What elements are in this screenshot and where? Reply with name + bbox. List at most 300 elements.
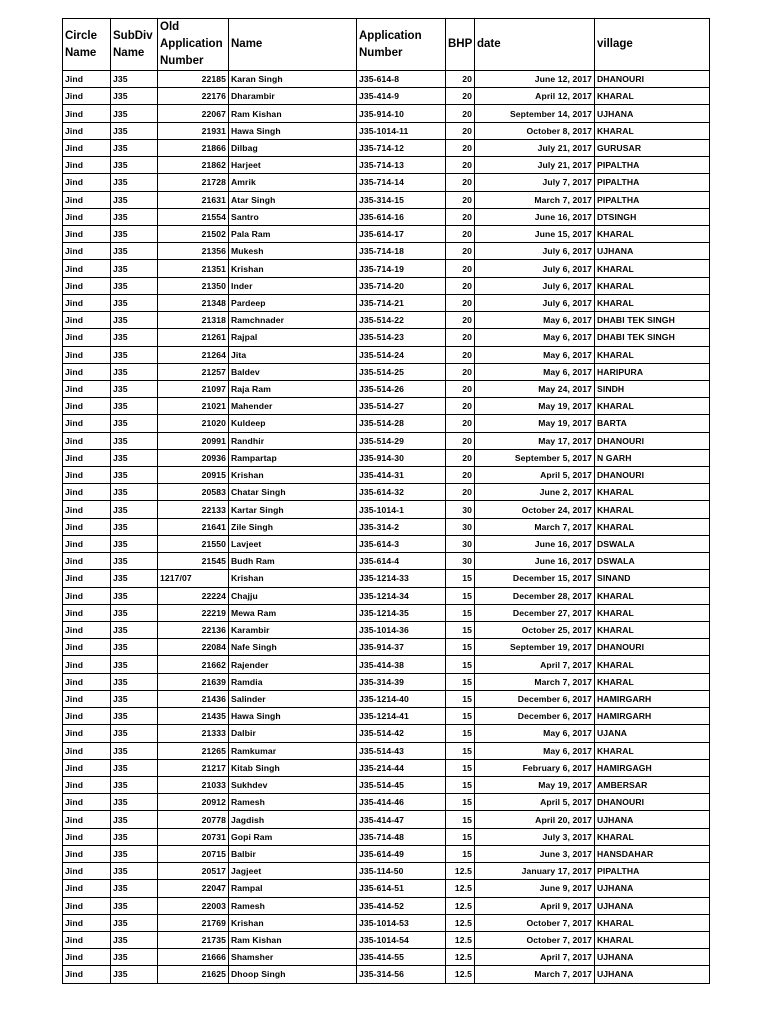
cell-name: Krishan	[229, 260, 357, 277]
cell-date: July 6, 2017	[475, 243, 595, 260]
cell-village: DHANOURI	[595, 432, 710, 449]
table-row	[63, 501, 710, 518]
cell-subdiv-name: J35	[111, 776, 158, 793]
cell-application-number: J35-514-43	[357, 742, 446, 759]
cell-subdiv-name: J35	[111, 415, 158, 432]
cell-old-application-number: 21931	[158, 122, 229, 139]
cell-subdiv-name: J35	[111, 966, 158, 983]
cell-bhp: 20	[446, 312, 475, 329]
table-row	[63, 742, 710, 759]
header-line: Name	[65, 46, 97, 59]
cell-subdiv-name: J35	[111, 828, 158, 845]
cell-circle-name: Jind	[63, 484, 111, 501]
cell-subdiv-name: J35	[111, 587, 158, 604]
cell-village: HARIPURA	[595, 363, 710, 380]
cell-old-application-number: 21436	[158, 690, 229, 707]
cell-subdiv-name: J35	[111, 725, 158, 742]
cell-old-application-number: 21866	[158, 139, 229, 156]
cell-village: KHARAL	[595, 828, 710, 845]
cell-village: UJHANA	[595, 880, 710, 897]
cell-circle-name: Jind	[63, 673, 111, 690]
table-row	[63, 105, 710, 122]
header-village	[595, 19, 710, 71]
cell-village: HANSDAHAR	[595, 845, 710, 862]
cell-old-application-number: 21265	[158, 742, 229, 759]
cell-circle-name: Jind	[63, 294, 111, 311]
cell-bhp: 15	[446, 794, 475, 811]
cell-application-number: J35-914-30	[357, 449, 446, 466]
cell-name: Hawa Singh	[229, 122, 357, 139]
cell-old-application-number: 21318	[158, 312, 229, 329]
cell-application-number: J35-314-56	[357, 966, 446, 983]
cell-old-application-number: 21666	[158, 949, 229, 966]
cell-village: SINAND	[595, 570, 710, 587]
cell-circle-name: Jind	[63, 467, 111, 484]
cell-date: September 14, 2017	[475, 105, 595, 122]
cell-bhp: 15	[446, 845, 475, 862]
cell-old-application-number: 20912	[158, 794, 229, 811]
cell-application-number: J35-514-26	[357, 380, 446, 397]
cell-name: Jita	[229, 346, 357, 363]
cell-circle-name: Jind	[63, 535, 111, 552]
cell-old-application-number: 22047	[158, 880, 229, 897]
cell-subdiv-name: J35	[111, 294, 158, 311]
cell-circle-name: Jind	[63, 656, 111, 673]
cell-application-number: J35-614-49	[357, 845, 446, 862]
cell-subdiv-name: J35	[111, 931, 158, 948]
cell-old-application-number: 22136	[158, 622, 229, 639]
cell-name: Dhoop Singh	[229, 966, 357, 983]
table-row	[63, 157, 710, 174]
cell-date: December 6, 2017	[475, 690, 595, 707]
cell-village: DTSINGH	[595, 208, 710, 225]
cell-name: Krishan	[229, 914, 357, 931]
cell-old-application-number: 22185	[158, 71, 229, 88]
cell-old-application-number: 21097	[158, 380, 229, 397]
table-row	[63, 828, 710, 845]
header-line: Circle	[65, 29, 97, 42]
cell-application-number: J35-514-25	[357, 363, 446, 380]
cell-name: Nafe Singh	[229, 639, 357, 656]
cell-date: July 21, 2017	[475, 157, 595, 174]
cell-circle-name: Jind	[63, 622, 111, 639]
header-line: Old	[160, 21, 180, 33]
cell-old-application-number: 22084	[158, 639, 229, 656]
cell-bhp: 15	[446, 604, 475, 621]
cell-application-number: J35-614-51	[357, 880, 446, 897]
cell-subdiv-name: J35	[111, 656, 158, 673]
cell-village: SINDH	[595, 380, 710, 397]
cell-application-number: J35-1014-1	[357, 501, 446, 518]
cell-old-application-number: 21662	[158, 656, 229, 673]
cell-date: May 19, 2017	[475, 415, 595, 432]
cell-bhp: 15	[446, 639, 475, 656]
cell-bhp: 30	[446, 501, 475, 518]
cell-village: PIPALTHA	[595, 191, 710, 208]
cell-circle-name: Jind	[63, 363, 111, 380]
cell-subdiv-name: J35	[111, 432, 158, 449]
cell-old-application-number: 22003	[158, 897, 229, 914]
cell-circle-name: Jind	[63, 277, 111, 294]
cell-bhp: 12.5	[446, 897, 475, 914]
cell-circle-name: Jind	[63, 949, 111, 966]
cell-subdiv-name: J35	[111, 914, 158, 931]
cell-bhp: 20	[446, 243, 475, 260]
application-table	[62, 18, 710, 984]
cell-old-application-number: 21550	[158, 535, 229, 552]
cell-name: Harjeet	[229, 157, 357, 174]
cell-village: KHARAL	[595, 484, 710, 501]
cell-subdiv-name: J35	[111, 363, 158, 380]
cell-village: GURUSAR	[595, 139, 710, 156]
cell-circle-name: Jind	[63, 742, 111, 759]
table-row	[63, 71, 710, 88]
cell-application-number: J35-414-31	[357, 467, 446, 484]
cell-application-number: J35-314-39	[357, 673, 446, 690]
cell-subdiv-name: J35	[111, 449, 158, 466]
table-row	[63, 518, 710, 535]
cell-name: Balbir	[229, 845, 357, 862]
cell-old-application-number: 21435	[158, 708, 229, 725]
cell-date: March 7, 2017	[475, 966, 595, 983]
cell-name: Salinder	[229, 690, 357, 707]
cell-application-number: J35-1214-41	[357, 708, 446, 725]
cell-date: April 12, 2017	[475, 88, 595, 105]
cell-name: Ramesh	[229, 794, 357, 811]
cell-application-number: J35-614-3	[357, 535, 446, 552]
cell-bhp: 20	[446, 449, 475, 466]
cell-old-application-number: 21356	[158, 243, 229, 260]
cell-circle-name: Jind	[63, 690, 111, 707]
cell-date: July 6, 2017	[475, 260, 595, 277]
cell-village: KHARAL	[595, 931, 710, 948]
cell-circle-name: Jind	[63, 208, 111, 225]
cell-bhp: 20	[446, 208, 475, 225]
cell-name: Ram Kishan	[229, 105, 357, 122]
cell-subdiv-name: J35	[111, 742, 158, 759]
cell-bhp: 15	[446, 742, 475, 759]
cell-circle-name: Jind	[63, 415, 111, 432]
cell-date: December 6, 2017	[475, 708, 595, 725]
table-row	[63, 570, 710, 587]
cell-subdiv-name: J35	[111, 501, 158, 518]
cell-date: October 24, 2017	[475, 501, 595, 518]
cell-name: Ramkumar	[229, 742, 357, 759]
cell-name: Krishan	[229, 570, 357, 587]
table-row	[63, 622, 710, 639]
cell-village: KHARAL	[595, 656, 710, 673]
cell-bhp: 15	[446, 587, 475, 604]
cell-date: December 28, 2017	[475, 587, 595, 604]
cell-date: December 27, 2017	[475, 604, 595, 621]
cell-application-number: J35-514-29	[357, 432, 446, 449]
header-bhp	[446, 19, 475, 71]
cell-subdiv-name: J35	[111, 260, 158, 277]
cell-application-number: J35-514-42	[357, 725, 446, 742]
cell-application-number: J35-614-32	[357, 484, 446, 501]
header-line: Application	[359, 29, 422, 42]
table-row	[63, 931, 710, 948]
cell-old-application-number: 20936	[158, 449, 229, 466]
cell-application-number: J35-414-55	[357, 949, 446, 966]
cell-name: Rajpal	[229, 329, 357, 346]
cell-application-number: J35-514-23	[357, 329, 446, 346]
cell-circle-name: Jind	[63, 639, 111, 656]
cell-name: Mewa Ram	[229, 604, 357, 621]
cell-subdiv-name: J35	[111, 243, 158, 260]
cell-name: Ramchnader	[229, 312, 357, 329]
cell-bhp: 12.5	[446, 966, 475, 983]
cell-date: May 24, 2017	[475, 380, 595, 397]
cell-name: Raja Ram	[229, 380, 357, 397]
cell-name: Amrik	[229, 174, 357, 191]
cell-date: June 9, 2017	[475, 880, 595, 897]
cell-circle-name: Jind	[63, 604, 111, 621]
table-row	[63, 277, 710, 294]
cell-subdiv-name: J35	[111, 570, 158, 587]
cell-name: Mahender	[229, 398, 357, 415]
cell-circle-name: Jind	[63, 329, 111, 346]
cell-date: May 6, 2017	[475, 329, 595, 346]
cell-application-number: J35-414-52	[357, 897, 446, 914]
cell-date: March 7, 2017	[475, 191, 595, 208]
cell-application-number: J35-314-2	[357, 518, 446, 535]
cell-name: Karambir	[229, 622, 357, 639]
cell-circle-name: Jind	[63, 312, 111, 329]
cell-village: PIPALTHA	[595, 863, 710, 880]
cell-circle-name: Jind	[63, 157, 111, 174]
cell-name: Hawa Singh	[229, 708, 357, 725]
cell-circle-name: Jind	[63, 759, 111, 776]
cell-date: September 5, 2017	[475, 449, 595, 466]
cell-subdiv-name: J35	[111, 708, 158, 725]
table-row	[63, 243, 710, 260]
cell-bhp: 20	[446, 346, 475, 363]
cell-application-number: J35-614-17	[357, 225, 446, 242]
cell-old-application-number: 20778	[158, 811, 229, 828]
cell-village: KHARAL	[595, 914, 710, 931]
cell-circle-name: Jind	[63, 880, 111, 897]
cell-date: June 16, 2017	[475, 208, 595, 225]
cell-subdiv-name: J35	[111, 380, 158, 397]
cell-name: Budh Ram	[229, 553, 357, 570]
cell-circle-name: Jind	[63, 863, 111, 880]
cell-circle-name: Jind	[63, 966, 111, 983]
header-row	[63, 19, 710, 71]
cell-name: Inder	[229, 277, 357, 294]
cell-bhp: 20	[446, 105, 475, 122]
cell-subdiv-name: J35	[111, 535, 158, 552]
cell-village: HAMIRGARH	[595, 708, 710, 725]
cell-bhp: 15	[446, 759, 475, 776]
header-old-application-number	[158, 19, 229, 71]
cell-bhp: 15	[446, 622, 475, 639]
cell-old-application-number: 21769	[158, 914, 229, 931]
cell-village: KHARAL	[595, 260, 710, 277]
cell-name: Randhir	[229, 432, 357, 449]
cell-name: Rampartap	[229, 449, 357, 466]
cell-village: UJHANA	[595, 811, 710, 828]
cell-village: DHABI TEK SINGH	[595, 312, 710, 329]
cell-name: Kitab Singh	[229, 759, 357, 776]
header-name	[229, 19, 357, 71]
table-row	[63, 398, 710, 415]
cell-subdiv-name: J35	[111, 329, 158, 346]
cell-bhp: 20	[446, 329, 475, 346]
cell-subdiv-name: J35	[111, 139, 158, 156]
cell-subdiv-name: J35	[111, 863, 158, 880]
cell-subdiv-name: J35	[111, 484, 158, 501]
cell-date: May 19, 2017	[475, 398, 595, 415]
table-row	[63, 88, 710, 105]
cell-circle-name: Jind	[63, 931, 111, 948]
cell-bhp: 12.5	[446, 914, 475, 931]
cell-application-number: J35-1214-35	[357, 604, 446, 621]
table-body	[63, 71, 710, 984]
table-row	[63, 949, 710, 966]
cell-date: April 20, 2017	[475, 811, 595, 828]
cell-bhp: 20	[446, 260, 475, 277]
header-line: SubDiv	[113, 29, 153, 42]
cell-subdiv-name: J35	[111, 71, 158, 88]
cell-village: HAMIRGAGH	[595, 759, 710, 776]
cell-circle-name: Jind	[63, 88, 111, 105]
cell-application-number: J35-514-27	[357, 398, 446, 415]
cell-date: July 6, 2017	[475, 294, 595, 311]
cell-bhp: 20	[446, 71, 475, 88]
cell-date: April 5, 2017	[475, 794, 595, 811]
cell-date: October 25, 2017	[475, 622, 595, 639]
cell-name: Lavjeet	[229, 535, 357, 552]
cell-subdiv-name: J35	[111, 949, 158, 966]
cell-application-number: J35-414-38	[357, 656, 446, 673]
cell-subdiv-name: J35	[111, 845, 158, 862]
cell-name: Baldev	[229, 363, 357, 380]
cell-subdiv-name: J35	[111, 467, 158, 484]
cell-name: Zile Singh	[229, 518, 357, 535]
table-row	[63, 811, 710, 828]
cell-bhp: 30	[446, 535, 475, 552]
cell-date: May 17, 2017	[475, 432, 595, 449]
cell-bhp: 12.5	[446, 863, 475, 880]
cell-name: Pala Ram	[229, 225, 357, 242]
cell-bhp: 15	[446, 690, 475, 707]
cell-date: March 7, 2017	[475, 518, 595, 535]
cell-circle-name: Jind	[63, 570, 111, 587]
cell-subdiv-name: J35	[111, 759, 158, 776]
cell-name: Kartar Singh	[229, 501, 357, 518]
cell-date: July 21, 2017	[475, 139, 595, 156]
cell-bhp: 20	[446, 122, 475, 139]
cell-application-number: J35-714-48	[357, 828, 446, 845]
table-row	[63, 449, 710, 466]
cell-application-number: J35-1014-54	[357, 931, 446, 948]
table-row	[63, 966, 710, 983]
cell-name: Atar Singh	[229, 191, 357, 208]
cell-circle-name: Jind	[63, 174, 111, 191]
cell-bhp: 20	[446, 467, 475, 484]
header-line: BHP	[448, 38, 473, 50]
table-row	[63, 174, 710, 191]
table-row	[63, 897, 710, 914]
cell-name: Dilbag	[229, 139, 357, 156]
cell-application-number: J35-514-22	[357, 312, 446, 329]
cell-date: July 3, 2017	[475, 828, 595, 845]
cell-subdiv-name: J35	[111, 604, 158, 621]
cell-date: March 7, 2017	[475, 673, 595, 690]
cell-circle-name: Jind	[63, 449, 111, 466]
cell-date: April 9, 2017	[475, 897, 595, 914]
cell-name: Jagjeet	[229, 863, 357, 880]
cell-village: UJHANA	[595, 949, 710, 966]
cell-village: KHARAL	[595, 122, 710, 139]
cell-old-application-number: 20583	[158, 484, 229, 501]
cell-old-application-number: 22224	[158, 587, 229, 604]
cell-subdiv-name: J35	[111, 225, 158, 242]
cell-subdiv-name: J35	[111, 88, 158, 105]
cell-subdiv-name: J35	[111, 157, 158, 174]
cell-name: Chajju	[229, 587, 357, 604]
cell-village: DHABI TEK SINGH	[595, 329, 710, 346]
cell-name: Mukesh	[229, 243, 357, 260]
cell-date: June 15, 2017	[475, 225, 595, 242]
cell-old-application-number: 21333	[158, 725, 229, 742]
cell-village: KHARAL	[595, 742, 710, 759]
cell-village: AMBERSAR	[595, 776, 710, 793]
cell-circle-name: Jind	[63, 139, 111, 156]
cell-application-number: J35-914-10	[357, 105, 446, 122]
cell-village: KHARAL	[595, 294, 710, 311]
header-line: Number	[160, 55, 204, 67]
cell-application-number: J35-1014-53	[357, 914, 446, 931]
cell-application-number: J35-414-9	[357, 88, 446, 105]
cell-old-application-number: 21348	[158, 294, 229, 311]
cell-circle-name: Jind	[63, 71, 111, 88]
cell-old-application-number: 21261	[158, 329, 229, 346]
cell-old-application-number: 21554	[158, 208, 229, 225]
cell-village: KHARAL	[595, 587, 710, 604]
cell-old-application-number: 1217/07	[158, 570, 229, 587]
cell-bhp: 15	[446, 828, 475, 845]
cell-bhp: 20	[446, 88, 475, 105]
cell-date: July 7, 2017	[475, 174, 595, 191]
cell-application-number: J35-514-45	[357, 776, 446, 793]
cell-application-number: J35-714-12	[357, 139, 446, 156]
cell-old-application-number: 21735	[158, 931, 229, 948]
cell-date: July 6, 2017	[475, 277, 595, 294]
cell-village: UJHANA	[595, 966, 710, 983]
cell-bhp: 15	[446, 570, 475, 587]
table-row	[63, 122, 710, 139]
cell-circle-name: Jind	[63, 398, 111, 415]
cell-subdiv-name: J35	[111, 122, 158, 139]
cell-village: KHARAL	[595, 277, 710, 294]
table-row	[63, 553, 710, 570]
table-row	[63, 363, 710, 380]
cell-old-application-number: 20715	[158, 845, 229, 862]
cell-subdiv-name: J35	[111, 105, 158, 122]
cell-village: PIPALTHA	[595, 174, 710, 191]
cell-circle-name: Jind	[63, 914, 111, 931]
cell-name: Sukhdev	[229, 776, 357, 793]
cell-subdiv-name: J35	[111, 277, 158, 294]
cell-circle-name: Jind	[63, 587, 111, 604]
cell-date: October 7, 2017	[475, 914, 595, 931]
cell-circle-name: Jind	[63, 794, 111, 811]
cell-bhp: 15	[446, 656, 475, 673]
cell-application-number: J35-314-15	[357, 191, 446, 208]
cell-bhp: 20	[446, 191, 475, 208]
